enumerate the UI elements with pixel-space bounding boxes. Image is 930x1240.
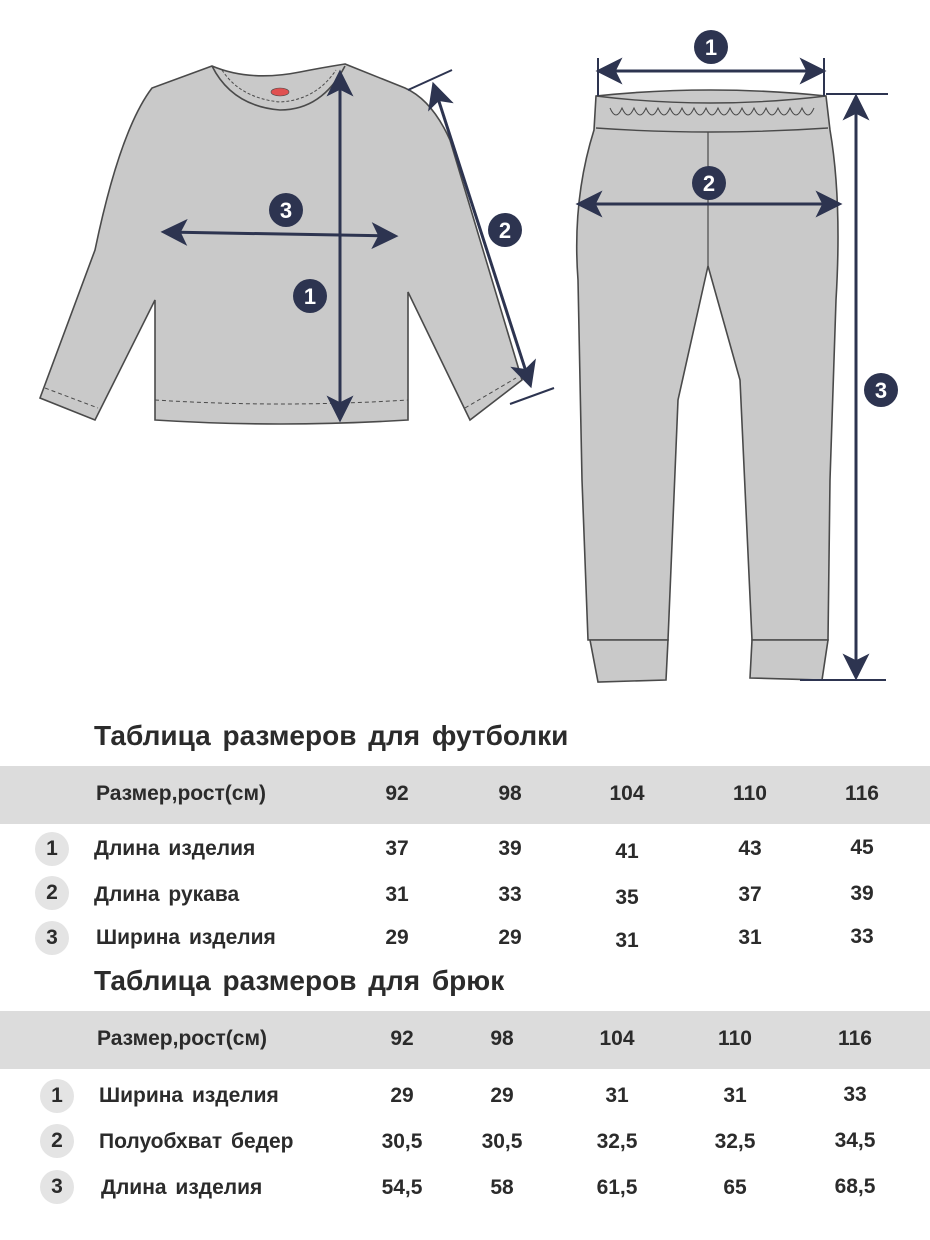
tshirt-table-title: Таблица размеров для футболки <box>94 720 569 751</box>
pants-row-number: 2 <box>40 1124 74 1158</box>
tshirt-cell: 39 <box>850 882 874 905</box>
svg-text:2: 2 <box>702 171 716 196</box>
svg-text:3: 3 <box>874 378 888 403</box>
pants-marker-1 <box>694 30 728 64</box>
pants-cell: 34,5 <box>834 1129 876 1152</box>
svg-text:3: 3 <box>279 198 293 223</box>
svg-text:1: 1 <box>303 284 317 309</box>
pants-size-110: 110 <box>718 1027 752 1050</box>
pants-cell: 65 <box>723 1176 747 1199</box>
tshirt-row-label: Ширина изделия <box>96 926 276 949</box>
pants-size-92: 92 <box>390 1027 414 1050</box>
pants-cell: 32,5 <box>596 1130 638 1153</box>
pants-cell: 31 <box>605 1084 629 1107</box>
tshirt-row-label: Длина изделия <box>94 837 256 860</box>
tshirt-size-92: 92 <box>385 782 409 805</box>
tshirt-cell: 37 <box>738 883 762 906</box>
tshirt-cell: 35 <box>615 886 639 909</box>
tshirt-cell: 31 <box>385 883 409 906</box>
shirt-marker-2 <box>488 213 522 247</box>
pants-cell: 30,5 <box>481 1130 523 1153</box>
tshirt-cell: 31 <box>738 926 762 949</box>
tshirt-size-98: 98 <box>498 782 522 805</box>
pants-cell: 68,5 <box>834 1175 876 1198</box>
svg-text:2: 2 <box>498 218 512 243</box>
pants-row-number: 1 <box>40 1079 74 1113</box>
pants-size-98: 98 <box>490 1027 514 1050</box>
svg-text:1: 1 <box>704 35 718 60</box>
tshirt-size-104: 104 <box>609 782 645 805</box>
tshirt-size-116: 116 <box>845 782 879 805</box>
tshirt-cell: 33 <box>850 925 874 948</box>
pants-cell: 29 <box>390 1084 414 1107</box>
pants-row-number: 3 <box>40 1170 74 1204</box>
tshirt-row-number: 2 <box>35 876 69 910</box>
pants-cell: 31 <box>723 1084 747 1107</box>
pants-size-104: 104 <box>599 1027 635 1050</box>
tshirt-cell: 29 <box>498 926 522 949</box>
pants-cell: 54,5 <box>381 1176 423 1199</box>
tshirt-cell: 29 <box>385 926 409 949</box>
tshirt-cell: 43 <box>738 837 762 860</box>
tshirt-cell: 33 <box>498 883 522 906</box>
shirt-marker-3 <box>269 193 303 227</box>
pants-cell: 32,5 <box>714 1130 756 1153</box>
pants-cell: 61,5 <box>596 1176 638 1199</box>
pants-row-label: Полуобхват бедер <box>99 1130 294 1153</box>
pants-row-label: Ширина изделия <box>99 1084 279 1107</box>
pants-table-title: Таблица размеров для брюк <box>94 965 505 996</box>
tshirt-row-number: 3 <box>35 921 69 955</box>
pants-cell: 33 <box>843 1083 867 1106</box>
tshirt-row-number: 1 <box>35 832 69 866</box>
tshirt-cell: 39 <box>498 837 522 860</box>
tshirt-cell: 45 <box>850 836 874 859</box>
shirt-illustration <box>40 64 522 424</box>
pants-cell: 29 <box>490 1084 514 1107</box>
tshirt-cell: 37 <box>385 837 409 860</box>
shirt-marker-1 <box>293 279 327 313</box>
pants-marker-2 <box>692 166 726 200</box>
pants-size-116: 116 <box>838 1027 872 1050</box>
pants-cell: 58 <box>490 1176 514 1199</box>
pants-header-label: Размер,рост(см) <box>97 1027 267 1050</box>
tshirt-row-label: Длина рукава <box>94 883 240 906</box>
tshirt-cell: 31 <box>615 929 639 952</box>
tshirt-cell: 41 <box>615 840 639 863</box>
pants-cell: 30,5 <box>381 1130 423 1153</box>
pants-marker-3 <box>864 373 898 407</box>
tshirt-header-label: Размер,рост(см) <box>96 782 266 805</box>
pants-row-label: Длина изделия <box>101 1176 263 1199</box>
tshirt-size-110: 110 <box>733 782 767 805</box>
